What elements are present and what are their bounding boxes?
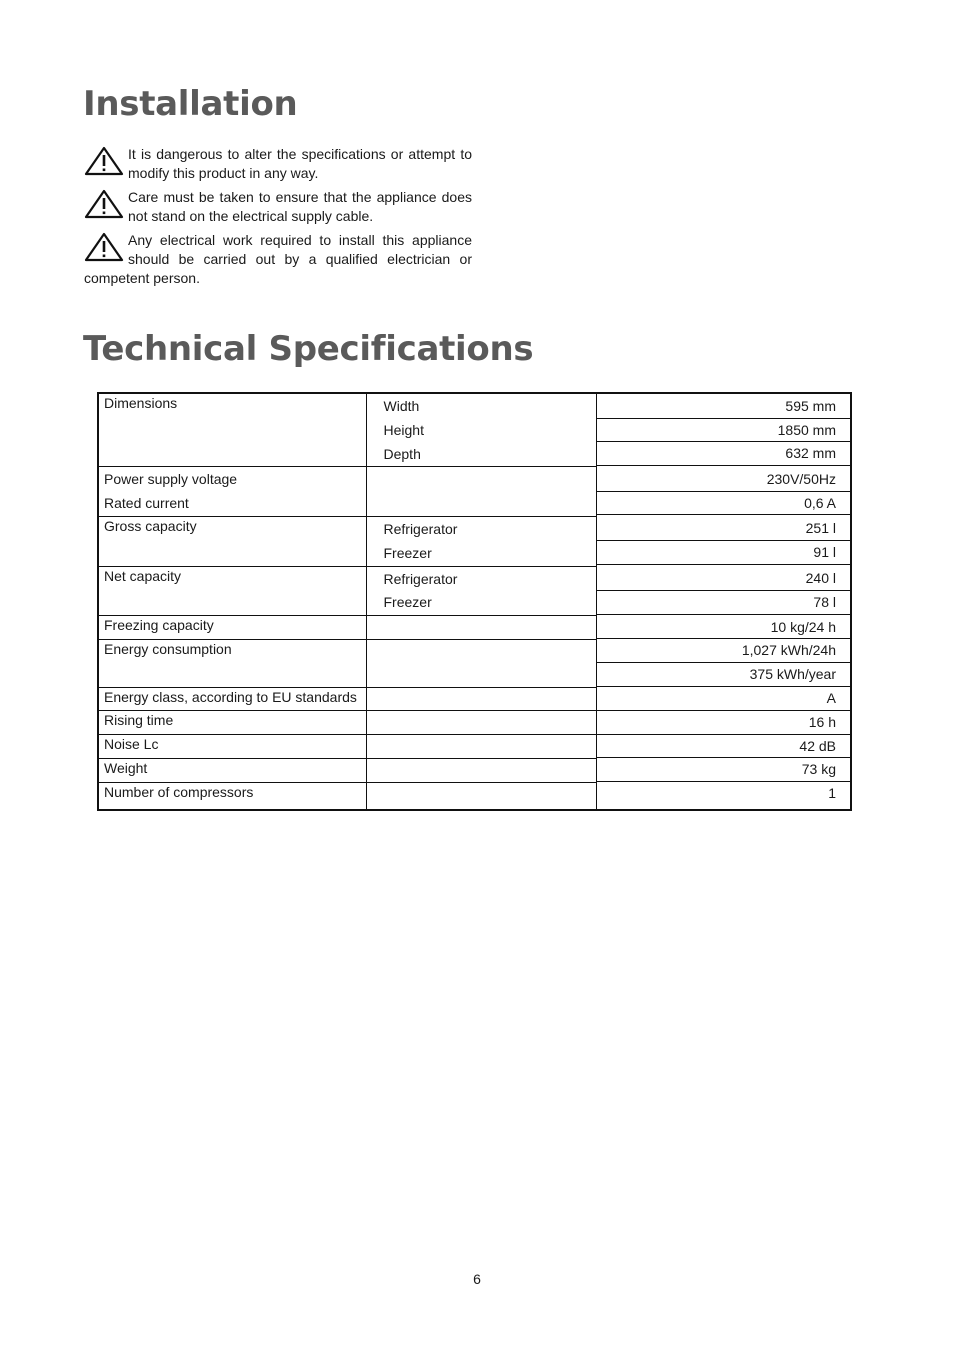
row-label: Noise Lc — [104, 736, 159, 753]
value-energy-class: A — [597, 687, 851, 711]
value-weight: 73 kg — [597, 758, 851, 782]
value-depth: 632 mm — [597, 442, 851, 466]
row-label: Net capacity — [104, 567, 182, 584]
row-label: Rising time — [104, 712, 174, 729]
row-label: Energy consumption — [104, 640, 232, 657]
value-energy-yearly: 375 kWh/year — [597, 663, 851, 687]
warning-triangle-icon — [84, 146, 124, 178]
value-net-refrigerator: 240 l — [597, 567, 851, 591]
row-label-current: Rated current — [104, 495, 189, 512]
row-label: Freezing capacity — [104, 617, 214, 634]
value-net-freezer: 78 l — [597, 591, 851, 615]
row-label: Dimensions — [104, 395, 178, 411]
table-row-gross-capacity — [98, 516, 851, 566]
table-row-rising-time — [98, 711, 851, 735]
sub-label-freezer: Freezer — [383, 544, 432, 561]
row-label: Energy class, according to EU standards — [104, 688, 357, 705]
sub-label-width: Width — [383, 398, 420, 414]
row-label: Number of compressors — [104, 783, 254, 800]
sub-label-depth: Depth — [383, 445, 421, 462]
value-voltage: 230V/50Hz — [597, 468, 851, 492]
sub-label-freezer: Freezer — [383, 594, 432, 611]
value-compressors: 1 — [828, 785, 836, 802]
warning-text: Any electrical work required to install this appliance should be carried out by a qualified electrician or competent person. — [84, 232, 472, 286]
value-height: 1850 mm — [597, 419, 851, 443]
warning-triangle-icon — [84, 232, 124, 264]
value-rising-time: 16 h — [597, 711, 851, 735]
table-row-dimensions — [98, 393, 851, 467]
technical-specifications-title: Technical Specifications — [83, 329, 534, 369]
sub-label-refrigerator: Refrigerator — [383, 570, 458, 587]
table-row-power — [98, 467, 851, 517]
table-row-energy-consumption — [98, 639, 851, 687]
sub-label-height: Height — [383, 421, 424, 438]
table-row-freezing-capacity — [98, 616, 851, 640]
row-label: Gross capacity — [104, 517, 197, 534]
value-energy-daily: 1,027 kWh/24h — [597, 639, 851, 663]
value-width: 595 mm — [597, 395, 851, 419]
value-freezing-capacity: 10 kg/24 h — [597, 616, 851, 640]
warning-text: It is dangerous to alter the specifications or attempt to modify this product in any way. — [128, 146, 472, 181]
row-label-voltage: Power supply voltage — [104, 471, 238, 488]
value-gross-refrigerator: 251 l — [597, 517, 851, 541]
table-row-energy-class — [98, 687, 851, 711]
warning-text: Care must be taken to ensure that the appliance does not stand on the electrical supply cable. — [128, 189, 472, 224]
warning-alter-specs — [84, 145, 472, 183]
warning-triangle-icon — [84, 189, 124, 221]
installation-title: Installation — [83, 84, 298, 124]
table-row-compressors — [98, 782, 851, 810]
table-row-noise — [98, 735, 851, 759]
specifications-table — [97, 392, 852, 811]
warning-electrical-work — [84, 231, 472, 288]
row-label: Weight — [104, 759, 148, 776]
warning-supply-cable — [84, 188, 472, 226]
page-number: 6 — [473, 1271, 481, 1287]
value-noise: 42 dB — [597, 735, 851, 759]
table-row-net-capacity — [98, 566, 851, 616]
value-gross-freezer: 91 l — [597, 541, 851, 565]
sub-label-refrigerator: Refrigerator — [383, 520, 458, 537]
table-row-weight — [98, 758, 851, 782]
value-current: 0,6 A — [597, 492, 851, 516]
